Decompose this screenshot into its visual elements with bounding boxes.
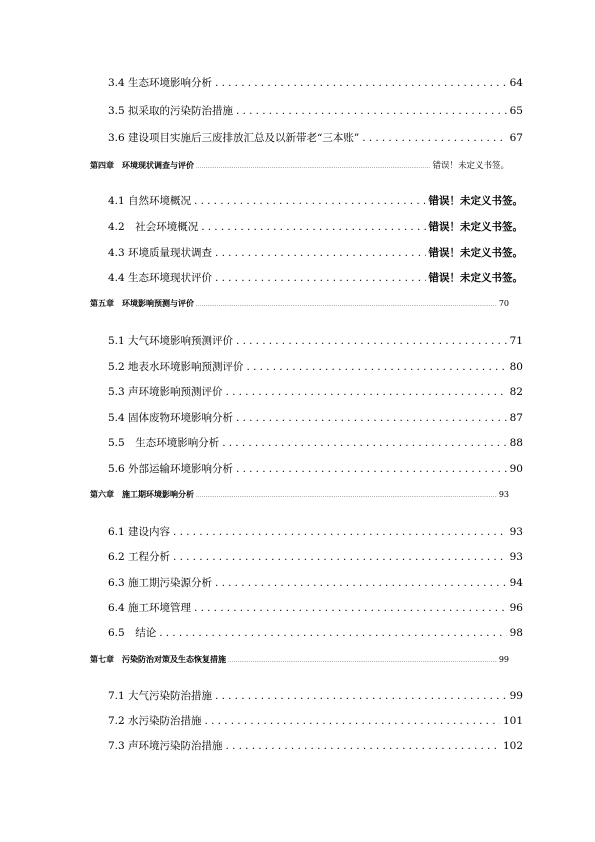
dot-leader	[173, 550, 507, 564]
toc-entry-page: 错误！未定义书签。	[428, 195, 523, 207]
toc-entry-label: 5.1 大气环境影响预测评价	[108, 335, 234, 347]
toc-chapter-page: 70	[498, 299, 509, 308]
toc-chapter-4[interactable]	[90, 160, 509, 173]
dot-leader	[173, 525, 507, 539]
toc-entry-page: 90	[509, 463, 523, 475]
toc-entry-page: 93	[509, 526, 523, 538]
toc-entry-page: 99	[509, 690, 523, 702]
toc-entry-label: 6.4 施工环境管理	[108, 602, 192, 614]
dot-leader	[226, 385, 507, 399]
toc-entry-4-2[interactable]	[108, 220, 523, 234]
toc-entry-3-4[interactable]	[108, 76, 523, 90]
dot-leader	[215, 246, 425, 260]
dot-leader	[196, 161, 430, 173]
dot-leader	[194, 601, 507, 615]
toc-entry-label: 5.4 固体废物环境影响分析	[108, 412, 234, 424]
toc-entry-7-3[interactable]	[108, 739, 523, 753]
toc-entry-label: 5.2 地表水环境影响预测评价	[108, 361, 244, 373]
toc-entry-6-1[interactable]	[108, 525, 523, 539]
toc-chapter-page: 93	[498, 490, 509, 499]
toc-entry-6-4[interactable]	[108, 601, 523, 615]
dot-leader	[205, 714, 500, 728]
dot-leader	[196, 299, 497, 311]
toc-entry-page: 67	[509, 132, 523, 144]
toc-chapter-label: 第七章 污染防治对策及生态恢复措施	[90, 655, 226, 664]
toc-entry-page: 96	[509, 602, 523, 614]
toc-chapter-label: 第六章 施工期环境影响分析	[90, 490, 194, 499]
toc-entry-5-4[interactable]	[108, 411, 523, 425]
toc-entry-7-1[interactable]	[108, 689, 523, 703]
toc-entry-page: 82	[509, 386, 523, 398]
dot-leader	[159, 626, 506, 640]
toc-entry-label: 4.1 自然环境概况	[108, 195, 192, 207]
toc-entry-page: 94	[509, 577, 523, 589]
toc-entry-4-1[interactable]	[108, 194, 523, 208]
toc-entry-label: 3.5 拟采取的污染防治措施	[108, 105, 234, 117]
toc-entry-4-3[interactable]	[108, 246, 523, 260]
toc-entry-label: 5.3 声环境影响预测评价	[108, 386, 223, 398]
dot-leader	[236, 462, 507, 476]
toc-entry-5-6[interactable]	[108, 462, 523, 476]
toc-chapter-page: 错误！未定义书签。	[432, 161, 509, 171]
toc-entry-page: 80	[509, 361, 523, 373]
toc-entry-label: 7.2 水污染防治措施	[108, 715, 202, 727]
toc-entry-page: 87	[509, 412, 523, 424]
toc-entry-7-2[interactable]	[108, 714, 523, 728]
dot-leader	[215, 576, 507, 590]
toc-entry-page: 错误！未定义书签。	[428, 247, 523, 259]
toc-entry-page: 98	[509, 627, 523, 639]
toc-entry-label: 7.3 声环境污染防治措施	[108, 740, 223, 752]
toc-entry-5-3[interactable]	[108, 385, 523, 399]
dot-leader	[236, 411, 507, 425]
toc-entry-6-2[interactable]	[108, 550, 523, 564]
toc-entry-label: 4.4 生态环境现状评价	[108, 272, 213, 284]
toc-entry-5-1[interactable]	[108, 334, 523, 348]
toc-chapter-7[interactable]	[90, 654, 509, 667]
toc-entry-label: 5.5 生态环境影响分析	[108, 437, 220, 449]
dot-leader	[226, 739, 500, 753]
toc-entry-label: 3.4 生态环境影响分析	[108, 77, 213, 89]
toc-entry-page: 64	[509, 77, 523, 89]
toc-entry-label: 6.2 工程分析	[108, 551, 171, 563]
dot-leader	[362, 131, 506, 145]
dot-leader	[215, 689, 507, 703]
toc-entry-page: 93	[509, 551, 523, 563]
toc-entry-4-4[interactable]	[108, 271, 523, 285]
dot-leader	[247, 360, 507, 374]
toc-entry-page: 71	[509, 335, 523, 347]
dot-leader	[228, 655, 497, 667]
toc-entry-label: 4.3 环境质量现状调查	[108, 247, 213, 259]
dot-leader	[222, 436, 506, 450]
dot-leader	[236, 334, 507, 348]
dot-leader	[194, 194, 425, 208]
toc-chapter-5[interactable]	[90, 298, 509, 311]
toc-entry-page: 88	[509, 437, 523, 449]
toc-entry-label: 4.2 社会环境概况	[108, 221, 199, 233]
toc-entry-3-6[interactable]	[108, 131, 523, 145]
toc-entry-label: 3.6 建设项目实施后三废排放汇总及以新带老“三本账”	[108, 132, 360, 144]
toc-entry-page: 101	[502, 715, 523, 727]
toc-entry-page: 65	[509, 105, 523, 117]
dot-leader	[215, 271, 425, 285]
toc-entry-label: 7.1 大气污染防治措施	[108, 690, 213, 702]
toc-chapter-label: 第五章 环境影响预测与评价	[90, 299, 194, 308]
dot-leader	[236, 104, 507, 118]
dot-leader	[201, 220, 425, 234]
dot-leader	[196, 490, 497, 502]
toc-entry-label: 6.5 结论	[108, 627, 157, 639]
toc-chapter-page: 99	[498, 655, 509, 664]
dot-leader	[215, 76, 507, 90]
toc-entry-5-2[interactable]	[108, 360, 523, 374]
toc-entry-label: 6.3 施工期污染源分析	[108, 577, 213, 589]
toc-entry-3-5[interactable]	[108, 104, 523, 118]
toc-entry-page: 错误！未定义书签。	[428, 272, 523, 284]
toc-chapter-label: 第四章 环境现状调查与评价	[90, 161, 194, 170]
toc-entry-page: 102	[502, 740, 523, 752]
toc-chapter-6[interactable]	[90, 489, 509, 502]
toc-entry-label: 5.6 外部运输环境影响分析	[108, 463, 234, 475]
toc-entry-5-5[interactable]	[108, 436, 523, 450]
toc-entry-page: 错误！未定义书签。	[428, 221, 523, 233]
toc-entry-6-5[interactable]	[108, 626, 523, 640]
toc-entry-6-3[interactable]	[108, 576, 523, 590]
toc-entry-label: 6.1 建设内容	[108, 526, 171, 538]
